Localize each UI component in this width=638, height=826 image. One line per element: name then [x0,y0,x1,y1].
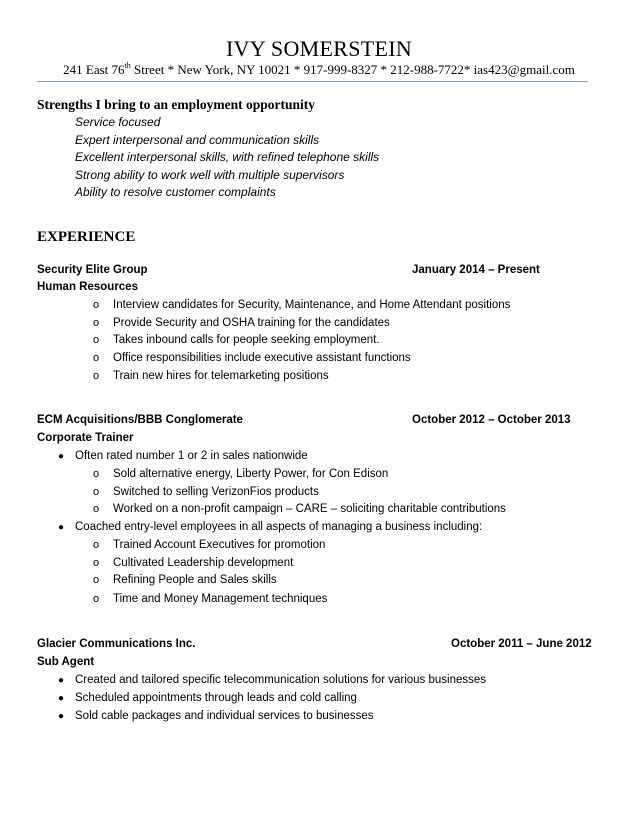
circle-bullet-icon: o [93,299,100,311]
dot-bullet-icon: ● [58,675,65,686]
job-bullet: Interview candidates for Security, Maintenance, and Home Attendant positions [113,299,511,311]
job-sub-bullet: Refining People and Sales skills [113,574,277,586]
job-bullet: Coached entry-level employees in all aspects of managing a business including: [75,521,483,533]
job-bullet: Scheduled appointments through leads and cold calling [75,692,357,704]
job-bullet: Provide Security and OSHA training for the candidates [113,317,390,329]
contact-line [0,62,638,78]
job-dates: October 2011 – June 2012 [451,638,592,650]
circle-bullet-icon: o [93,370,100,382]
dot-bullet-icon: ● [58,711,65,722]
strength-item: Strong ability to work well with multiple supervisors [75,168,345,182]
job-company: Security Elite Group [37,264,148,276]
job-role: Human Resources [37,281,138,293]
circle-bullet-icon: o [93,352,100,364]
dot-bullet-icon: ● [58,693,65,704]
strengths-title: Strengths I bring to an employment opportunity [37,97,316,112]
candidate-name: IVY SOMERSTEIN [225,36,413,61]
job-sub-bullet: Cultivated Leadership development [113,557,294,569]
job-role: Sub Agent [37,656,95,668]
circle-bullet-icon: o [93,317,100,329]
job-bullet: Created and tailored specific telecommunication solutions for various businesses [75,674,487,686]
circle-bullet-icon: o [93,557,100,569]
job-company: ECM Acquisitions/BBB Conglomerate [37,414,243,426]
job-bullet: Often rated number 1 or 2 in sales nationwide [75,450,308,462]
job-bullet: Office responsibilities include executive assistant functions [113,352,411,364]
address-rest: Street * New York, NY 10021 * 917-999-8327 * 212-988-7722* ias423@gmail.com [130,62,575,77]
job-sub-bullet: Worked on a non-profit campaign – CARE – soliciting charitable contributions [113,503,506,515]
circle-bullet-icon: o [93,334,100,346]
job-sub-bullet: Time and Money Management techniques [113,593,328,605]
circle-bullet-icon: o [93,503,100,515]
circle-bullet-icon: o [93,539,100,551]
circle-bullet-icon: o [93,468,100,480]
job-dates: October 2012 – October 2013 [412,414,571,426]
job-bullet: Takes inbound calls for people seeking employment. [113,334,380,346]
job-bullet: Train new hires for telemarketing positions [113,370,329,382]
job-bullet: Sold cable packages and individual services to businesses [75,710,374,722]
strength-item: Service focused [75,115,161,129]
job-company: Glacier Communications Inc. [37,638,196,650]
job-role: Corporate Trainer [37,432,134,444]
strength-item: Excellent interpersonal skills, with refined telephone skills [75,150,380,164]
address-start: 241 East 76 [63,62,125,77]
header-divider [37,81,588,82]
strength-item: Ability to resolve customer complaints [75,185,276,199]
dot-bullet-icon: ● [58,522,65,533]
job-sub-bullet: Switched to selling VerizonFios products [113,486,319,498]
job-sub-bullet: Trained Account Executives for promotion [113,539,326,551]
circle-bullet-icon: o [93,593,100,605]
circle-bullet-icon: o [93,486,100,498]
job-sub-bullet: Sold alternative energy, Liberty Power, for Con Edison [113,468,389,480]
job-dates: January 2014 – Present [412,264,540,276]
address-superscript: th [124,61,131,70]
dot-bullet-icon: ● [58,451,65,462]
experience-heading: EXPERIENCE [37,229,136,245]
circle-bullet-icon: o [93,574,100,586]
strength-item: Expert interpersonal and communication skills [75,133,320,147]
